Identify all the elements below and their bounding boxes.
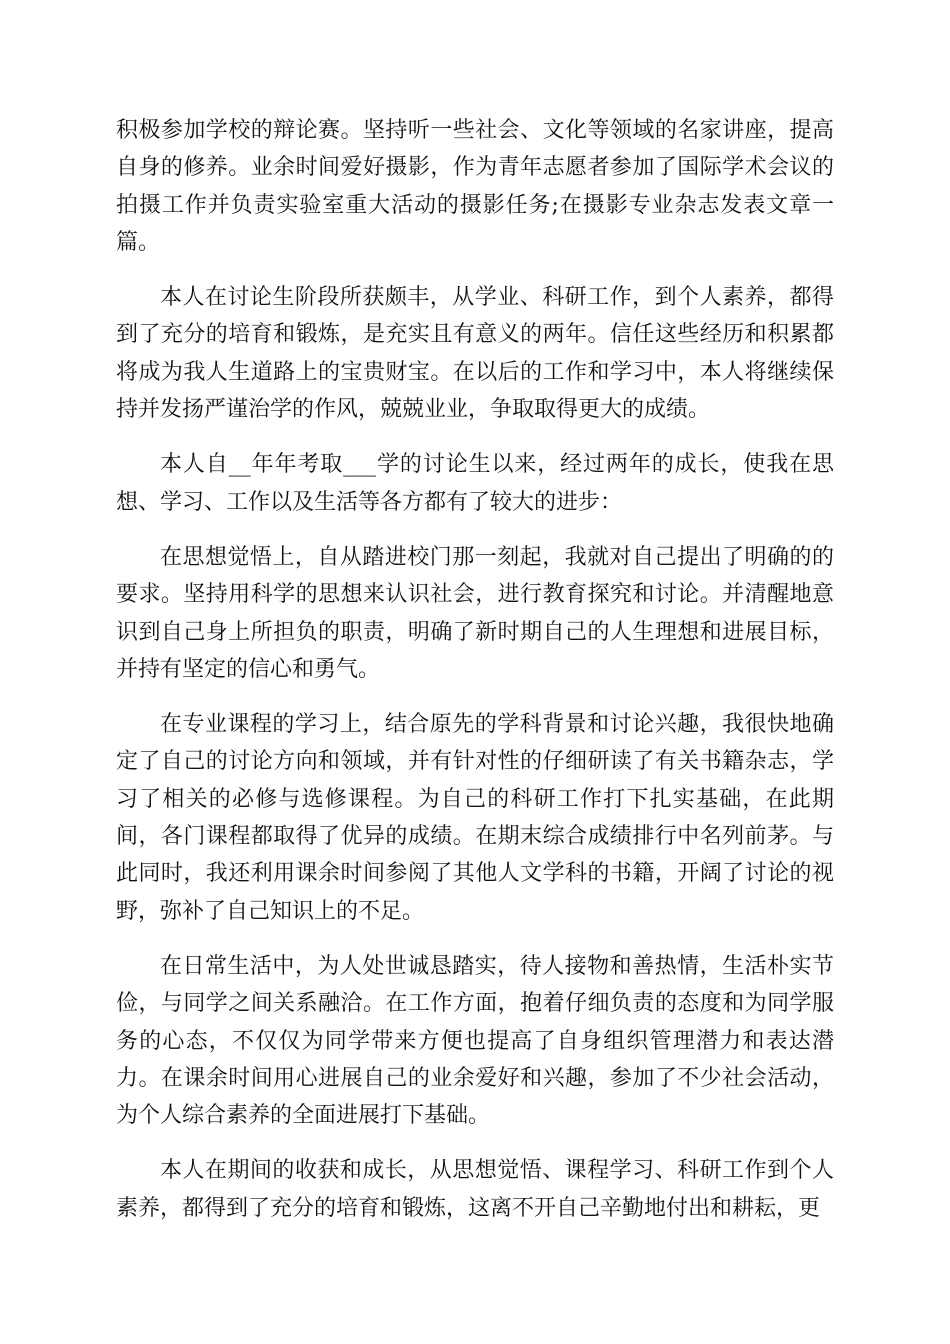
paragraph-1 <box>116 112 834 261</box>
paragraph-text: 在专业课程的学习上，结合原先的学科背景和讨论兴趣，我很快地确定了自己的讨论方向和领域，并有针对性的仔细研读了有关书籍杂志，学习了相关的必修与选修课程。为自己的科研工作打下扎实基础，在此期间，各门课程都取得了优异的成绩。在期末综合成绩排行中名列前茅。与此同时，我还利用课余时间参阅了其他人文学科的书籍，开阔了讨论的视野，弥补了自己知识上的不足。 <box>116 712 834 924</box>
paragraph-text: 积极参加学校的辩论赛。坚持听一些社会、文化等领域的名家讲座，提高自身的修养。业余时间爱好摄影，作为青年志愿者参加了国际学术会议的拍摄工作并负责实验室重大活动的摄影任务;在摄影专业杂志发表文章一篇。 <box>116 118 834 255</box>
paragraph-6 <box>116 948 834 1134</box>
paragraph-5 <box>116 706 834 930</box>
paragraph-text: 本人在期间的收获和成长，从思想觉悟、课程学习、科研工作到个人素养，都得到了充分的培育和锻炼，这离不开自己辛勤地付出和耕耘，更 <box>116 1158 834 1221</box>
paragraph-7 <box>116 1152 834 1227</box>
paragraph-text: 本人在讨论生阶段所获颇丰，从学业、科研工作，到个人素养，都得到了充分的培育和锻炼，是充实且有意义的两年。信任这些经历和积累都将成为我人生道路上的宝贵财宝。在以后的工作和学习中，本人将继续保持并发扬严谨治学的作风，兢兢业业，争取取得更大的成绩。 <box>116 285 834 423</box>
document-body <box>116 112 834 1245</box>
paragraph-2 <box>116 279 834 428</box>
paragraph-3 <box>116 446 834 521</box>
paragraph-text: 本人自__年年考取___学的讨论生以来，经过两年的成长，使我在思想、学习、工作以及生活等各方都有了较大的进步： <box>116 452 834 515</box>
paragraph-text: 在思想觉悟上，自从踏进校门那一刻起，我就对自己提出了明确的的要求。坚持用科学的思想来认识社会，进行教育探究和讨论。并清醒地意识到自己身上所担负的职责，明确了新时期自己的人生理想和进展目标，并持有坚定的信心和勇气。 <box>116 544 834 682</box>
paragraph-text: 在日常生活中，为人处世诚恳踏实，待人接物和善热情，生活朴实节俭，与同学之间关系融洽。在工作方面，抱着仔细负责的态度和为同学服务的心态，不仅仅为同学带来方便也提高了自身组织管理潜力和表达潜力。在课余时间用心进展自己的业余爱好和兴趣，参加了不少社会活动，为个人综合素养的全面进展打下基础。 <box>116 953 834 1129</box>
paragraph-4 <box>116 539 834 688</box>
